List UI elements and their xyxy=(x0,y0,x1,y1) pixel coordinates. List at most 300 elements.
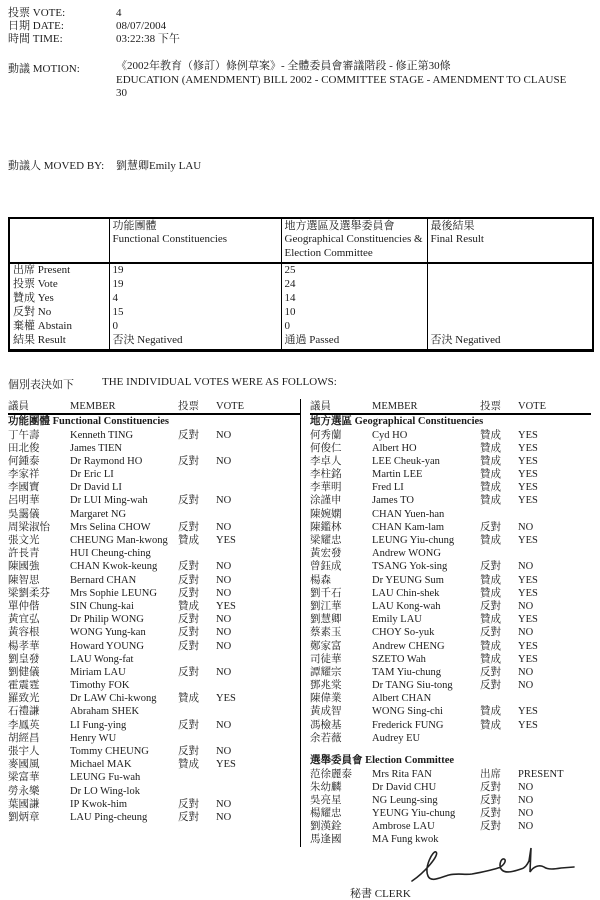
clerk-row xyxy=(350,885,585,900)
vote-zh: 反對 xyxy=(480,680,501,692)
vote-zh: 贊成 xyxy=(480,653,501,665)
vote-en xyxy=(216,442,300,455)
vote-en xyxy=(216,679,300,692)
member-name-en: Frederick FUNG xyxy=(372,719,444,731)
member-name-en: Miriam LAU xyxy=(70,666,126,678)
gc-value: 10 xyxy=(281,306,427,320)
member-name-en: MA Fung kwok xyxy=(372,834,439,846)
final-value xyxy=(427,320,593,334)
vote-en xyxy=(216,547,300,560)
motion-row xyxy=(0,60,600,101)
member-name-zh: 陳婉嫻 xyxy=(310,508,342,520)
vote-zh: 贊成 xyxy=(480,706,501,718)
member-name-zh: 陳國強 xyxy=(8,561,40,573)
member-name-en: CHAN Kam-lam xyxy=(372,521,445,533)
vote-en: NO xyxy=(518,808,534,820)
member-vote-row xyxy=(310,587,591,600)
member-vote-row xyxy=(8,719,300,732)
member-name-en: WONG Yung-kan xyxy=(70,627,146,639)
member-vote-row xyxy=(310,768,591,781)
vote-en: YES xyxy=(216,535,236,546)
member-name-en: Mrs Sophie LEUNG xyxy=(70,587,157,599)
vote-zh: 反對 xyxy=(178,640,199,652)
gc-header-zh: 地方選區及選舉委員會 xyxy=(284,219,395,232)
vote-en: NO xyxy=(216,614,232,626)
member-name-en: IP Kwok-him xyxy=(70,798,128,810)
final-value xyxy=(427,292,593,306)
vote-en: NO xyxy=(518,627,534,639)
vote-zh: 反對 xyxy=(480,627,501,639)
member-vote-row xyxy=(310,692,591,705)
vote-zh xyxy=(178,679,216,692)
member-name-zh: 劉皇發 xyxy=(8,653,40,665)
member-vote-row xyxy=(8,745,300,758)
motion-label: 動議 MOTION: xyxy=(8,63,80,75)
member-name-zh: 麥國風 xyxy=(8,759,40,771)
vote-zh: 贊成 xyxy=(480,614,501,626)
member-vote-row xyxy=(8,560,300,573)
member-vote-row xyxy=(310,560,591,573)
member-name-en: SZETO Wah xyxy=(372,653,426,665)
vote-number-label: 投票 VOTE: xyxy=(8,7,66,19)
vote-zh xyxy=(178,705,216,718)
header-meta xyxy=(0,0,600,46)
member-name-zh: 楊孝華 xyxy=(8,640,40,652)
vote-zh: 贊成 xyxy=(480,495,501,507)
member-name-en: TSANG Yok-sing xyxy=(372,561,448,573)
member-name-en: Mrs Rita FAN xyxy=(372,768,432,780)
vote-en: YES xyxy=(216,759,236,771)
member-name-en: Ambrose LAU xyxy=(372,821,435,833)
vote-zh: 反對 xyxy=(178,455,199,467)
col-member-en: MEMBER xyxy=(372,401,418,412)
vote-en xyxy=(518,692,591,705)
col-member-zh: 議員 xyxy=(310,401,331,412)
member-name-zh: 張宇人 xyxy=(8,746,40,757)
member-name-zh: 葉國謙 xyxy=(8,798,40,810)
gc-value: 0 xyxy=(281,320,427,334)
clerk-signature-line xyxy=(413,889,585,900)
member-name-zh: 陳鑑林 xyxy=(310,521,342,533)
vote-number-row xyxy=(8,7,600,20)
member-name-en: Henry WU xyxy=(70,732,117,744)
vote-en: NO xyxy=(216,495,232,507)
member-name-en: Cyd HO xyxy=(372,429,408,441)
member-vote-row xyxy=(8,653,300,666)
vote-zh: 反對 xyxy=(178,627,199,639)
member-name-zh: 梁劉柔芬 xyxy=(8,587,50,599)
member-vote-row xyxy=(310,807,591,820)
fc-value: 否決 Negatived xyxy=(109,334,281,351)
vote-en: NO xyxy=(216,719,232,731)
member-name-zh: 劉炳章 xyxy=(8,811,40,823)
member-vote-row xyxy=(310,613,591,626)
member-vote-row xyxy=(8,455,300,468)
member-vote-row xyxy=(310,481,591,494)
member-name-zh: 蔡素玉 xyxy=(310,627,342,639)
member-name-en: HUI Cheung-ching xyxy=(70,548,151,560)
vote-en: NO xyxy=(518,794,534,806)
vote-zh: 贊成 xyxy=(178,535,199,546)
vote-zh xyxy=(178,547,216,560)
member-vote-row xyxy=(310,494,591,507)
vote-zh: 反對 xyxy=(178,521,199,533)
member-name-en: James TIEN xyxy=(70,442,123,454)
vote-zh: 贊成 xyxy=(480,469,501,481)
member-name-zh: 范徐麗泰 xyxy=(310,768,352,780)
vote-en: NO xyxy=(216,429,232,441)
vote-zh: 反對 xyxy=(178,719,199,731)
member-vote-row xyxy=(8,666,300,679)
vote-zh: 贊成 xyxy=(480,640,501,652)
row-label: 反對 No xyxy=(13,305,52,318)
member-name-zh: 劉健儀 xyxy=(8,666,40,678)
member-name-zh: 鄭家富 xyxy=(310,640,342,652)
member-name-zh: 田北俊 xyxy=(8,442,40,454)
member-name-zh: 陳偉業 xyxy=(310,693,342,705)
vote-zh: 贊成 xyxy=(480,482,501,494)
member-name-zh: 陳智思 xyxy=(8,574,40,586)
final-header-en: Final Result xyxy=(430,233,484,245)
member-name-zh: 譚耀宗 xyxy=(310,666,342,678)
member-name-en: Howard YOUNG xyxy=(70,640,144,652)
vote-en: YES xyxy=(216,600,236,612)
member-vote-row xyxy=(8,811,300,824)
vote-zh: 反對 xyxy=(178,561,199,573)
member-vote-row xyxy=(310,508,591,521)
vote-zh: 贊成 xyxy=(480,535,501,546)
member-name-en: Dr Raymond HO xyxy=(70,455,143,467)
member-name-en: SIN Chung-kai xyxy=(70,600,134,612)
vote-en: YES xyxy=(518,706,538,718)
final-header-zh: 最後結果 xyxy=(430,219,475,232)
vote-zh: 贊成 xyxy=(480,429,501,441)
member-vote-row xyxy=(310,442,591,455)
vote-zh: 反對 xyxy=(480,521,501,533)
member-vote-row xyxy=(8,679,300,692)
vote-en: NO xyxy=(216,746,232,757)
row-label: 出席 Present xyxy=(13,264,71,276)
vote-zh: 反對 xyxy=(480,808,501,820)
summary-header-fc xyxy=(109,218,281,264)
member-name-zh: 劉漢銓 xyxy=(310,821,342,833)
vote-zh xyxy=(480,508,518,521)
individual-votes-intro-zh: 個別表決如下 xyxy=(8,379,74,391)
vote-en: YES xyxy=(518,574,538,586)
member-name-en: CHEUNG Man-kwong xyxy=(70,535,168,546)
vote-zh: 反對 xyxy=(480,600,501,612)
member-name-zh: 劉慧卿 xyxy=(310,614,342,626)
member-name-en: NG Leung-sing xyxy=(372,794,438,806)
member-vote-row xyxy=(8,758,300,771)
fc-value: 19 xyxy=(109,263,281,278)
member-vote-row xyxy=(8,785,300,798)
member-vote-row xyxy=(8,547,300,560)
member-vote-row xyxy=(8,587,300,600)
col-vote-zh: 投票 xyxy=(178,401,199,412)
member-name-en: LAU Chin-shek xyxy=(372,587,440,599)
summary-header-final xyxy=(427,218,593,264)
member-vote-row xyxy=(310,794,591,807)
member-name-en: Abraham SHEK xyxy=(70,706,140,718)
final-value xyxy=(427,263,593,278)
vote-zh: 贊成 xyxy=(178,759,199,771)
fc-value: 19 xyxy=(109,278,281,292)
member-vote-row xyxy=(310,653,591,666)
vote-en: YES xyxy=(518,429,538,441)
member-vote-row xyxy=(310,679,591,692)
vote-en: YES xyxy=(518,442,538,454)
vote-zh: 反對 xyxy=(178,666,199,678)
vote-en: NO xyxy=(216,561,232,573)
member-name-zh: 涂謹申 xyxy=(310,495,342,507)
fc-value: 0 xyxy=(109,320,281,334)
member-name-en: Margaret NG xyxy=(70,508,127,520)
gc-header-en: Geographical Constituencies & Election Committee xyxy=(284,233,423,259)
member-vote-row xyxy=(8,534,300,547)
member-name-en: Dr LO Wing-lok xyxy=(70,785,140,797)
member-name-zh: 黃成智 xyxy=(310,706,342,718)
member-name-zh: 李卓人 xyxy=(310,455,342,467)
vote-en: YES xyxy=(518,495,538,507)
member-vote-row xyxy=(310,705,591,718)
member-vote-row xyxy=(8,494,300,507)
member-name-en: Dr Philip WONG xyxy=(70,614,144,626)
vote-zh xyxy=(178,653,216,666)
vote-en: NO xyxy=(216,587,232,599)
summary-table xyxy=(8,217,594,353)
member-name-en: Dr TANG Siu-tong xyxy=(372,680,453,692)
vote-zh: 贊成 xyxy=(480,574,501,586)
vote-zh: 反對 xyxy=(178,746,199,757)
vote-en: YES xyxy=(216,693,236,705)
member-name-zh: 余若薇 xyxy=(310,732,342,744)
vote-en: YES xyxy=(518,587,538,599)
member-name-en: Albert HO xyxy=(372,442,417,454)
votes-column-right xyxy=(300,399,591,847)
vote-en: NO xyxy=(216,798,232,810)
summary-row-present xyxy=(9,263,593,278)
motion-text-en: EDUCATION (AMENDMENT) BILL 2002 - COMMITTEE STAGE - AMENDMENT TO CLAUSE 30 xyxy=(116,73,567,99)
member-name-zh: 梁耀忠 xyxy=(310,535,342,546)
member-vote-row xyxy=(310,732,591,745)
member-vote-row xyxy=(310,640,591,653)
member-name-zh: 何秀蘭 xyxy=(310,429,342,441)
clerk-label: 秘書 CLERK xyxy=(350,888,411,900)
vote-en: NO xyxy=(216,811,232,823)
member-vote-row xyxy=(8,508,300,521)
vote-en xyxy=(216,705,300,718)
member-name-en: CHAN Yuen-han xyxy=(372,508,445,520)
vote-en: YES xyxy=(518,640,538,652)
member-name-zh: 李家祥 xyxy=(8,469,40,481)
member-vote-row xyxy=(310,574,591,587)
member-name-zh: 單仲偕 xyxy=(8,600,40,612)
vote-zh: 反對 xyxy=(480,794,501,806)
member-name-en: Audrey EU xyxy=(372,732,421,744)
geographical-rows xyxy=(310,429,591,746)
member-name-en: LI Fung-ying xyxy=(70,719,127,731)
member-name-en: Dr Eric LI xyxy=(70,469,114,481)
member-name-zh: 羅致光 xyxy=(8,693,40,705)
member-name-zh: 司徒華 xyxy=(310,653,342,665)
member-vote-row xyxy=(8,626,300,639)
vote-zh: 反對 xyxy=(178,574,199,586)
vote-zh: 反對 xyxy=(178,798,199,810)
date-value: 08/07/2004 xyxy=(116,20,167,32)
vote-zh: 贊成 xyxy=(178,600,199,612)
member-vote-row xyxy=(310,719,591,732)
row-label: 投票 Vote xyxy=(13,277,58,290)
member-name-en: WONG Sing-chi xyxy=(372,706,443,718)
member-name-en: CHAN Kwok-keung xyxy=(70,561,158,573)
individual-votes-intro-en: THE INDIVIDUAL VOTES WERE AS FOLLOWS: xyxy=(102,376,337,388)
vote-en: NO xyxy=(518,561,534,573)
vote-en xyxy=(216,771,300,784)
member-name-en: LAU Ping-cheung xyxy=(70,811,148,823)
time-label: 時間 TIME: xyxy=(8,33,63,45)
vote-zh: 反對 xyxy=(480,561,501,573)
member-name-en: Dr David CHU xyxy=(372,781,437,793)
member-name-zh: 鄧兆棠 xyxy=(310,680,342,692)
member-name-en: Bernard CHAN xyxy=(70,574,137,586)
member-name-zh: 李國寶 xyxy=(8,482,40,494)
member-name-en: Andrew WONG xyxy=(372,548,441,560)
votes-column-left xyxy=(8,399,300,847)
motion-text xyxy=(116,60,600,101)
vote-zh: 反對 xyxy=(480,781,501,793)
row-label: 結果 Result xyxy=(13,333,66,346)
vote-zh xyxy=(178,481,216,494)
final-value xyxy=(427,278,593,292)
member-name-zh: 黃宏發 xyxy=(310,548,342,560)
moved-by-label: 動議人 MOVED BY: xyxy=(8,159,105,172)
vote-zh: 出席 xyxy=(480,768,501,780)
summary-row-yes xyxy=(9,292,593,306)
summary-header-gc xyxy=(281,218,427,264)
member-name-en: Andrew CHENG xyxy=(372,640,445,652)
col-member-zh: 議員 xyxy=(8,401,29,412)
member-vote-row xyxy=(310,455,591,468)
member-name-zh: 李柱銘 xyxy=(310,469,342,481)
member-vote-row xyxy=(310,600,591,613)
votes-header-left xyxy=(8,399,300,415)
member-name-en: Martin LEE xyxy=(372,469,423,481)
member-name-zh: 楊森 xyxy=(310,574,331,586)
member-name-zh: 吳亮星 xyxy=(310,794,342,806)
member-name-zh: 周梁淑怡 xyxy=(8,521,50,533)
vote-en: NO xyxy=(518,781,534,793)
member-name-zh: 石禮謙 xyxy=(8,706,40,718)
member-name-zh: 馬逢國 xyxy=(310,834,342,846)
summary-row-vote xyxy=(9,278,593,292)
member-name-en: Kenneth TING xyxy=(70,429,134,441)
votes-header-right xyxy=(310,399,591,415)
vote-en: YES xyxy=(518,469,538,481)
vote-en: NO xyxy=(518,666,534,678)
member-name-en: Michael MAK xyxy=(70,759,132,771)
member-name-zh: 梁富華 xyxy=(8,772,40,784)
vote-number-value: 4 xyxy=(116,7,122,19)
member-name-zh: 張文光 xyxy=(8,535,40,546)
vote-en xyxy=(518,508,591,521)
row-label: 棄權 Abstain xyxy=(13,319,72,332)
gc-value: 24 xyxy=(281,278,427,292)
member-name-en: LEUNG Fu-wah xyxy=(70,772,141,784)
vote-zh: 贊成 xyxy=(480,442,501,454)
member-name-en: LAU Kong-wah xyxy=(372,600,441,612)
vote-zh: 反對 xyxy=(178,587,199,599)
member-vote-row xyxy=(310,781,591,794)
fc-value: 4 xyxy=(109,292,281,306)
member-name-zh: 霍震霆 xyxy=(8,680,40,692)
summary-row-abstain xyxy=(9,320,593,334)
vote-zh: 贊成 xyxy=(178,693,199,705)
member-name-zh: 劉江華 xyxy=(310,600,342,612)
summary-row-no xyxy=(9,306,593,320)
gc-value: 通過 Passed xyxy=(281,334,427,351)
vote-en: YES xyxy=(518,653,538,665)
fc-value: 15 xyxy=(109,306,281,320)
vote-en xyxy=(216,508,300,521)
vote-en: NO xyxy=(216,521,232,533)
vote-zh xyxy=(178,468,216,481)
member-name-en: Fred LI xyxy=(372,482,404,494)
col-member-en: MEMBER xyxy=(70,401,116,412)
vote-zh: 反對 xyxy=(178,429,199,441)
member-name-zh: 何鍾泰 xyxy=(8,455,40,467)
summary-header-empty xyxy=(9,218,109,264)
member-name-zh: 馮檢基 xyxy=(310,719,342,731)
member-vote-row xyxy=(310,666,591,679)
vote-zh: 贊成 xyxy=(480,587,501,599)
gc-value: 14 xyxy=(281,292,427,306)
col-vote-zh: 投票 xyxy=(480,401,501,412)
vote-en: NO xyxy=(518,521,534,533)
vote-en xyxy=(518,732,591,745)
time-value: 03:22:38 下午 xyxy=(116,33,180,45)
vote-en: YES xyxy=(518,719,538,731)
motion-text-zh: 《2002年教育（修訂）條例草案》- 全體委員會審議階段 - 修正第30條 xyxy=(116,60,451,72)
time-row xyxy=(8,33,600,46)
vote-en: YES xyxy=(518,535,538,546)
member-vote-row xyxy=(8,705,300,718)
vote-zh: 反對 xyxy=(480,821,501,833)
member-name-en: YEUNG Yiu-chung xyxy=(372,808,456,820)
member-vote-row xyxy=(310,626,591,639)
vote-en: YES xyxy=(518,614,538,626)
individual-votes-table xyxy=(0,399,600,847)
functional-rows xyxy=(8,429,300,825)
member-name-en: Timothy FOK xyxy=(70,680,130,692)
member-name-en: Dr David LI xyxy=(70,482,122,494)
member-vote-row xyxy=(8,692,300,705)
vote-zh: 贊成 xyxy=(480,719,501,731)
member-name-zh: 呂明華 xyxy=(8,495,40,507)
member-name-zh: 朱幼麟 xyxy=(310,781,342,793)
vote-zh: 反對 xyxy=(178,495,199,507)
vote-zh xyxy=(480,692,518,705)
member-vote-row xyxy=(8,442,300,455)
member-name-en: LAU Wong-fat xyxy=(70,653,134,665)
section-election-committee: 選舉委員會 Election Committee xyxy=(310,755,455,766)
vote-zh: 反對 xyxy=(178,614,199,626)
member-vote-row xyxy=(8,798,300,811)
member-name-zh: 李華明 xyxy=(310,482,342,494)
member-vote-row xyxy=(8,481,300,494)
vote-en xyxy=(216,468,300,481)
member-name-en: LEUNG Yiu-chung xyxy=(372,535,455,546)
